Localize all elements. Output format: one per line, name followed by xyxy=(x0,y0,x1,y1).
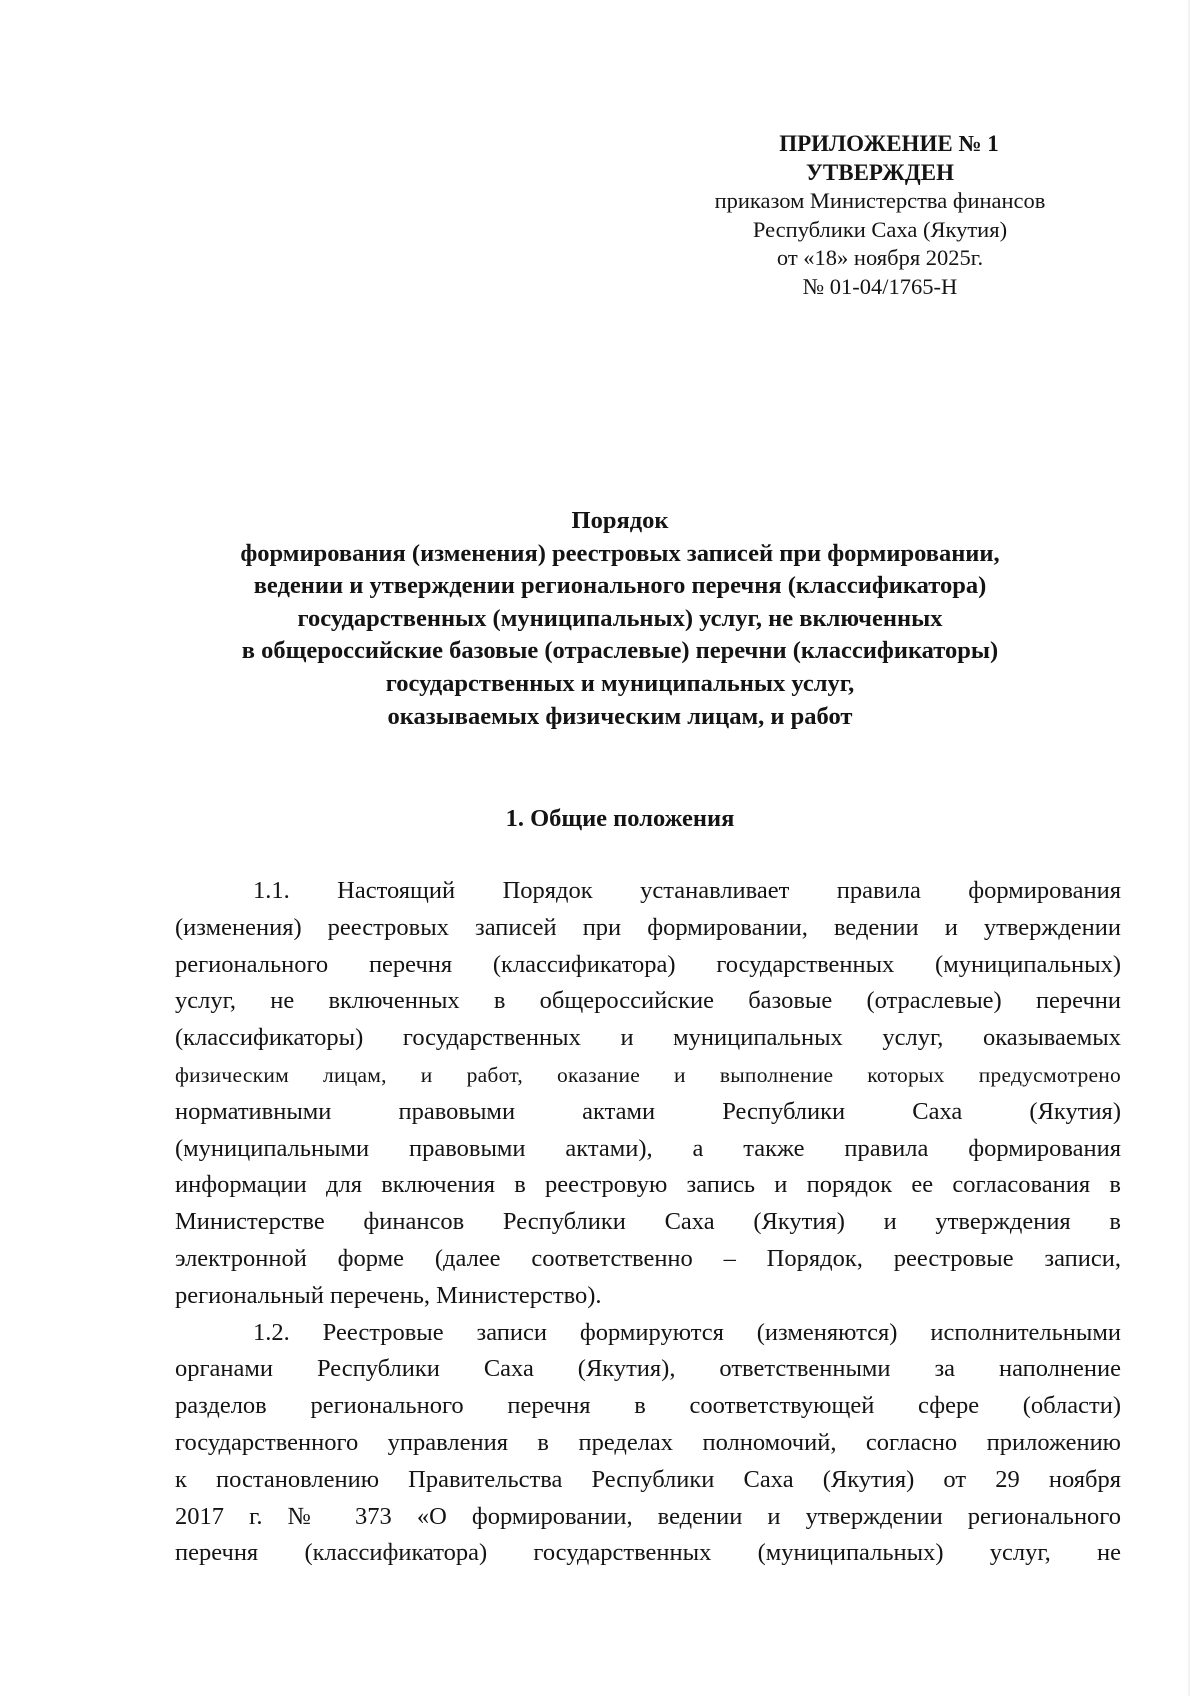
title-line: оказываемых физическим лицам, и работ xyxy=(387,702,853,730)
title-line: в общероссийские базовые (отраслевые) перечни (классификаторы) xyxy=(241,637,999,665)
paragraph-line: (муниципальными правовыми актами), а также правила формирования xyxy=(175,1134,1121,1162)
title-line: формирования (изменения) реестровых записей при формировании, xyxy=(240,539,1000,567)
paragraph-line: услуг, не включенных в общероссийские базовые (отраслевые) перечни xyxy=(175,987,1121,1015)
paragraph-line: 1.2. Реестровые записи формируются (изменяются) исполнительными xyxy=(253,1318,1121,1346)
paragraph-line: (классификаторы) государственных и муниципальных услуг, оказываемых xyxy=(175,1024,1121,1052)
paragraph-line: региональный перечень, Министерство). xyxy=(175,1281,602,1309)
paragraph-line: физическим лицам, и работ, оказание и выполнение которых предусмотрено xyxy=(175,1062,1121,1087)
approval-line-2: Республики Саха (Якутия) xyxy=(752,216,1008,242)
approved-label: УТВЕРЖДЕН xyxy=(806,159,954,185)
paragraph-line: к постановлению Правительства Республики Саха (Якутия) от 29 ноября xyxy=(175,1465,1121,1493)
title-line: государственных и муниципальных услуг, xyxy=(385,669,855,697)
paragraph-line: органами Республики Саха (Якутия), ответственными за наполнение xyxy=(175,1355,1121,1383)
document-title xyxy=(150,505,1090,733)
annex-number: ПРИЛОЖЕНИЕ № 1 xyxy=(779,131,999,156)
order-number: № 01-04/1765-Н xyxy=(802,273,958,299)
paragraph-line: государственного управления в пределах полномочий, согласно приложению xyxy=(175,1428,1121,1456)
paragraph-line: перечня (классификатора) государственных (муниципальных) услуг, не xyxy=(175,1539,1121,1567)
paragraph-line: Министерстве финансов Республики Саха (Якутия) и утверждения в xyxy=(175,1208,1121,1236)
title-line: государственных (муниципальных) услуг, не включенных xyxy=(297,604,943,632)
paragraph-line: нормативными правовыми актами Республики Саха (Якутия) xyxy=(175,1097,1121,1125)
approval-date: от «18» ноября 2025г. xyxy=(776,245,984,270)
paragraph-line: регионального перечня (классификатора) государственных (муниципальных) xyxy=(175,950,1121,978)
approval-line-1: приказом Министерства финансов xyxy=(714,188,1046,213)
approval-block xyxy=(670,130,1090,301)
paragraph-line: информации для включения в реестровую запись и порядок ее согласования в xyxy=(175,1171,1121,1199)
paragraph-line: 2017 г. № 373 «О формировании, ведении и утверждении регионального xyxy=(175,1502,1121,1530)
title-line: ведении и утверждении регионального перечня (классификатора) xyxy=(253,572,987,600)
section-heading: 1. Общие положения xyxy=(505,805,735,832)
paragraph-line: электронной форме (далее соответственно – Порядок, реестровые записи, xyxy=(175,1244,1121,1272)
section-body xyxy=(175,873,1121,1572)
paragraph-line: разделов регионального перечня в соответствующей сфере (области) xyxy=(175,1392,1121,1420)
paragraph-line: (изменения) реестровых записей при формировании, ведении и утверждении xyxy=(175,913,1121,941)
paragraph-line: 1.1. Настоящий Порядок устанавливает правила формирования xyxy=(253,877,1121,904)
title-line: Порядок xyxy=(571,507,669,534)
scan-edge xyxy=(1188,0,1190,1696)
